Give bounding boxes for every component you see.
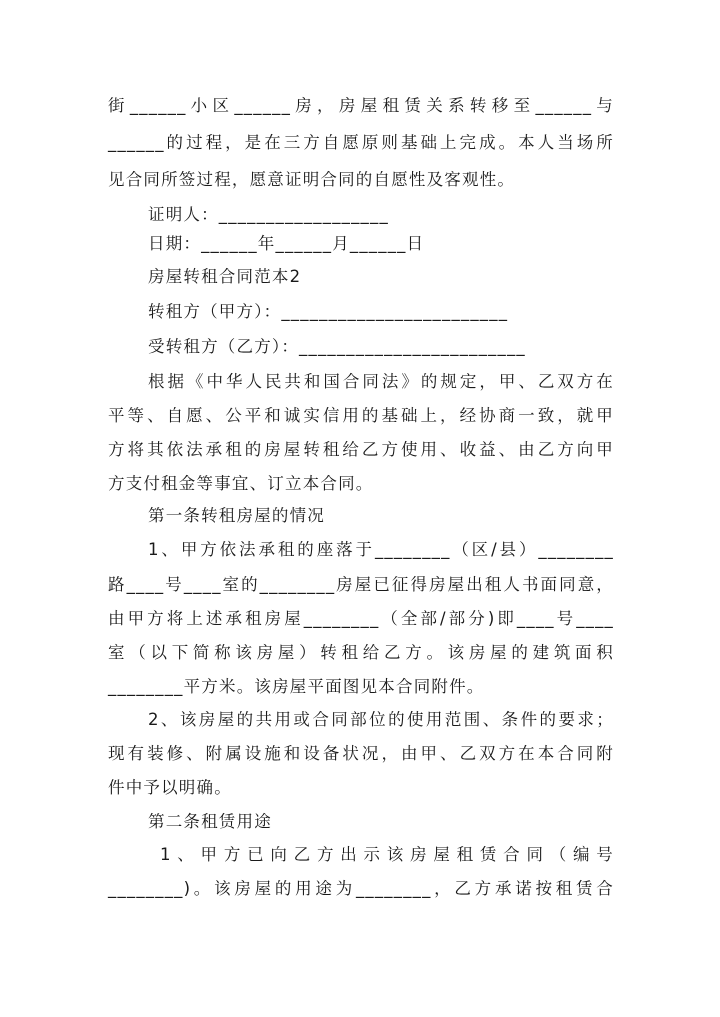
text-line: 1、甲方依法承租的座落于________（区/县）________ [148, 540, 614, 559]
text-line: 方将其依法承租的房屋转租给乙方使用、收益、由乙方向甲 [108, 440, 614, 459]
text-line: 平等、自愿、公平和诚实信用的基础上，经协商一致，就甲 [108, 406, 614, 425]
text-line: 路____号____室的________房屋已征得房屋出租人书面同意， [108, 575, 614, 594]
text-line: 证明人：__________________ [148, 205, 389, 224]
text-line: 受转租方（乙方）：________________________ [148, 337, 526, 356]
text-line: 根据《中华人民共和国合同法》的规定，甲、乙双方在 [148, 372, 614, 391]
text-line: ______的过程，是在三方自愿原则基础上完成。本人当场所 [108, 133, 614, 152]
section-title: 房屋转租合同范本2 [148, 267, 302, 286]
article-heading: 第二条租赁用途 [148, 812, 272, 831]
text-line: 1、甲方已向乙方出示该房屋租赁合同（编号 [160, 845, 614, 864]
text-line: 见合同所签过程，愿意证明合同的自愿性及客观性。 [108, 170, 516, 189]
text-line: 现有装修、附属设施和设备状况，由甲、乙双方在本合同附 [108, 744, 614, 763]
text-line: 由甲方将上述承租房屋________（全部/部分)即____号____ [108, 609, 614, 628]
text-line: 室（以下简称该房屋）转租给乙方。该房屋的建筑面积 [108, 643, 614, 662]
text-line: 2、该房屋的共用或合同部位的使用范围、条件的要求； [148, 710, 614, 729]
text-line: 街______小区______房，房屋租赁关系转移至______与 [108, 96, 614, 115]
article-heading: 第一条转租房屋的情况 [148, 506, 325, 525]
text-line: 件中予以明确。 [108, 778, 232, 797]
text-line: 日期：______年______月______日 [148, 234, 425, 253]
text-line: 方支付租金等事宜、订立本合同。 [108, 474, 374, 493]
text-line: ________平方米。该房屋平面图见本合同附件。 [108, 677, 485, 696]
text-line: 转租方（甲方）：________________________ [148, 302, 509, 321]
text-line: ________)。该房屋的用途为________，乙方承诺按租赁合 [108, 879, 614, 898]
